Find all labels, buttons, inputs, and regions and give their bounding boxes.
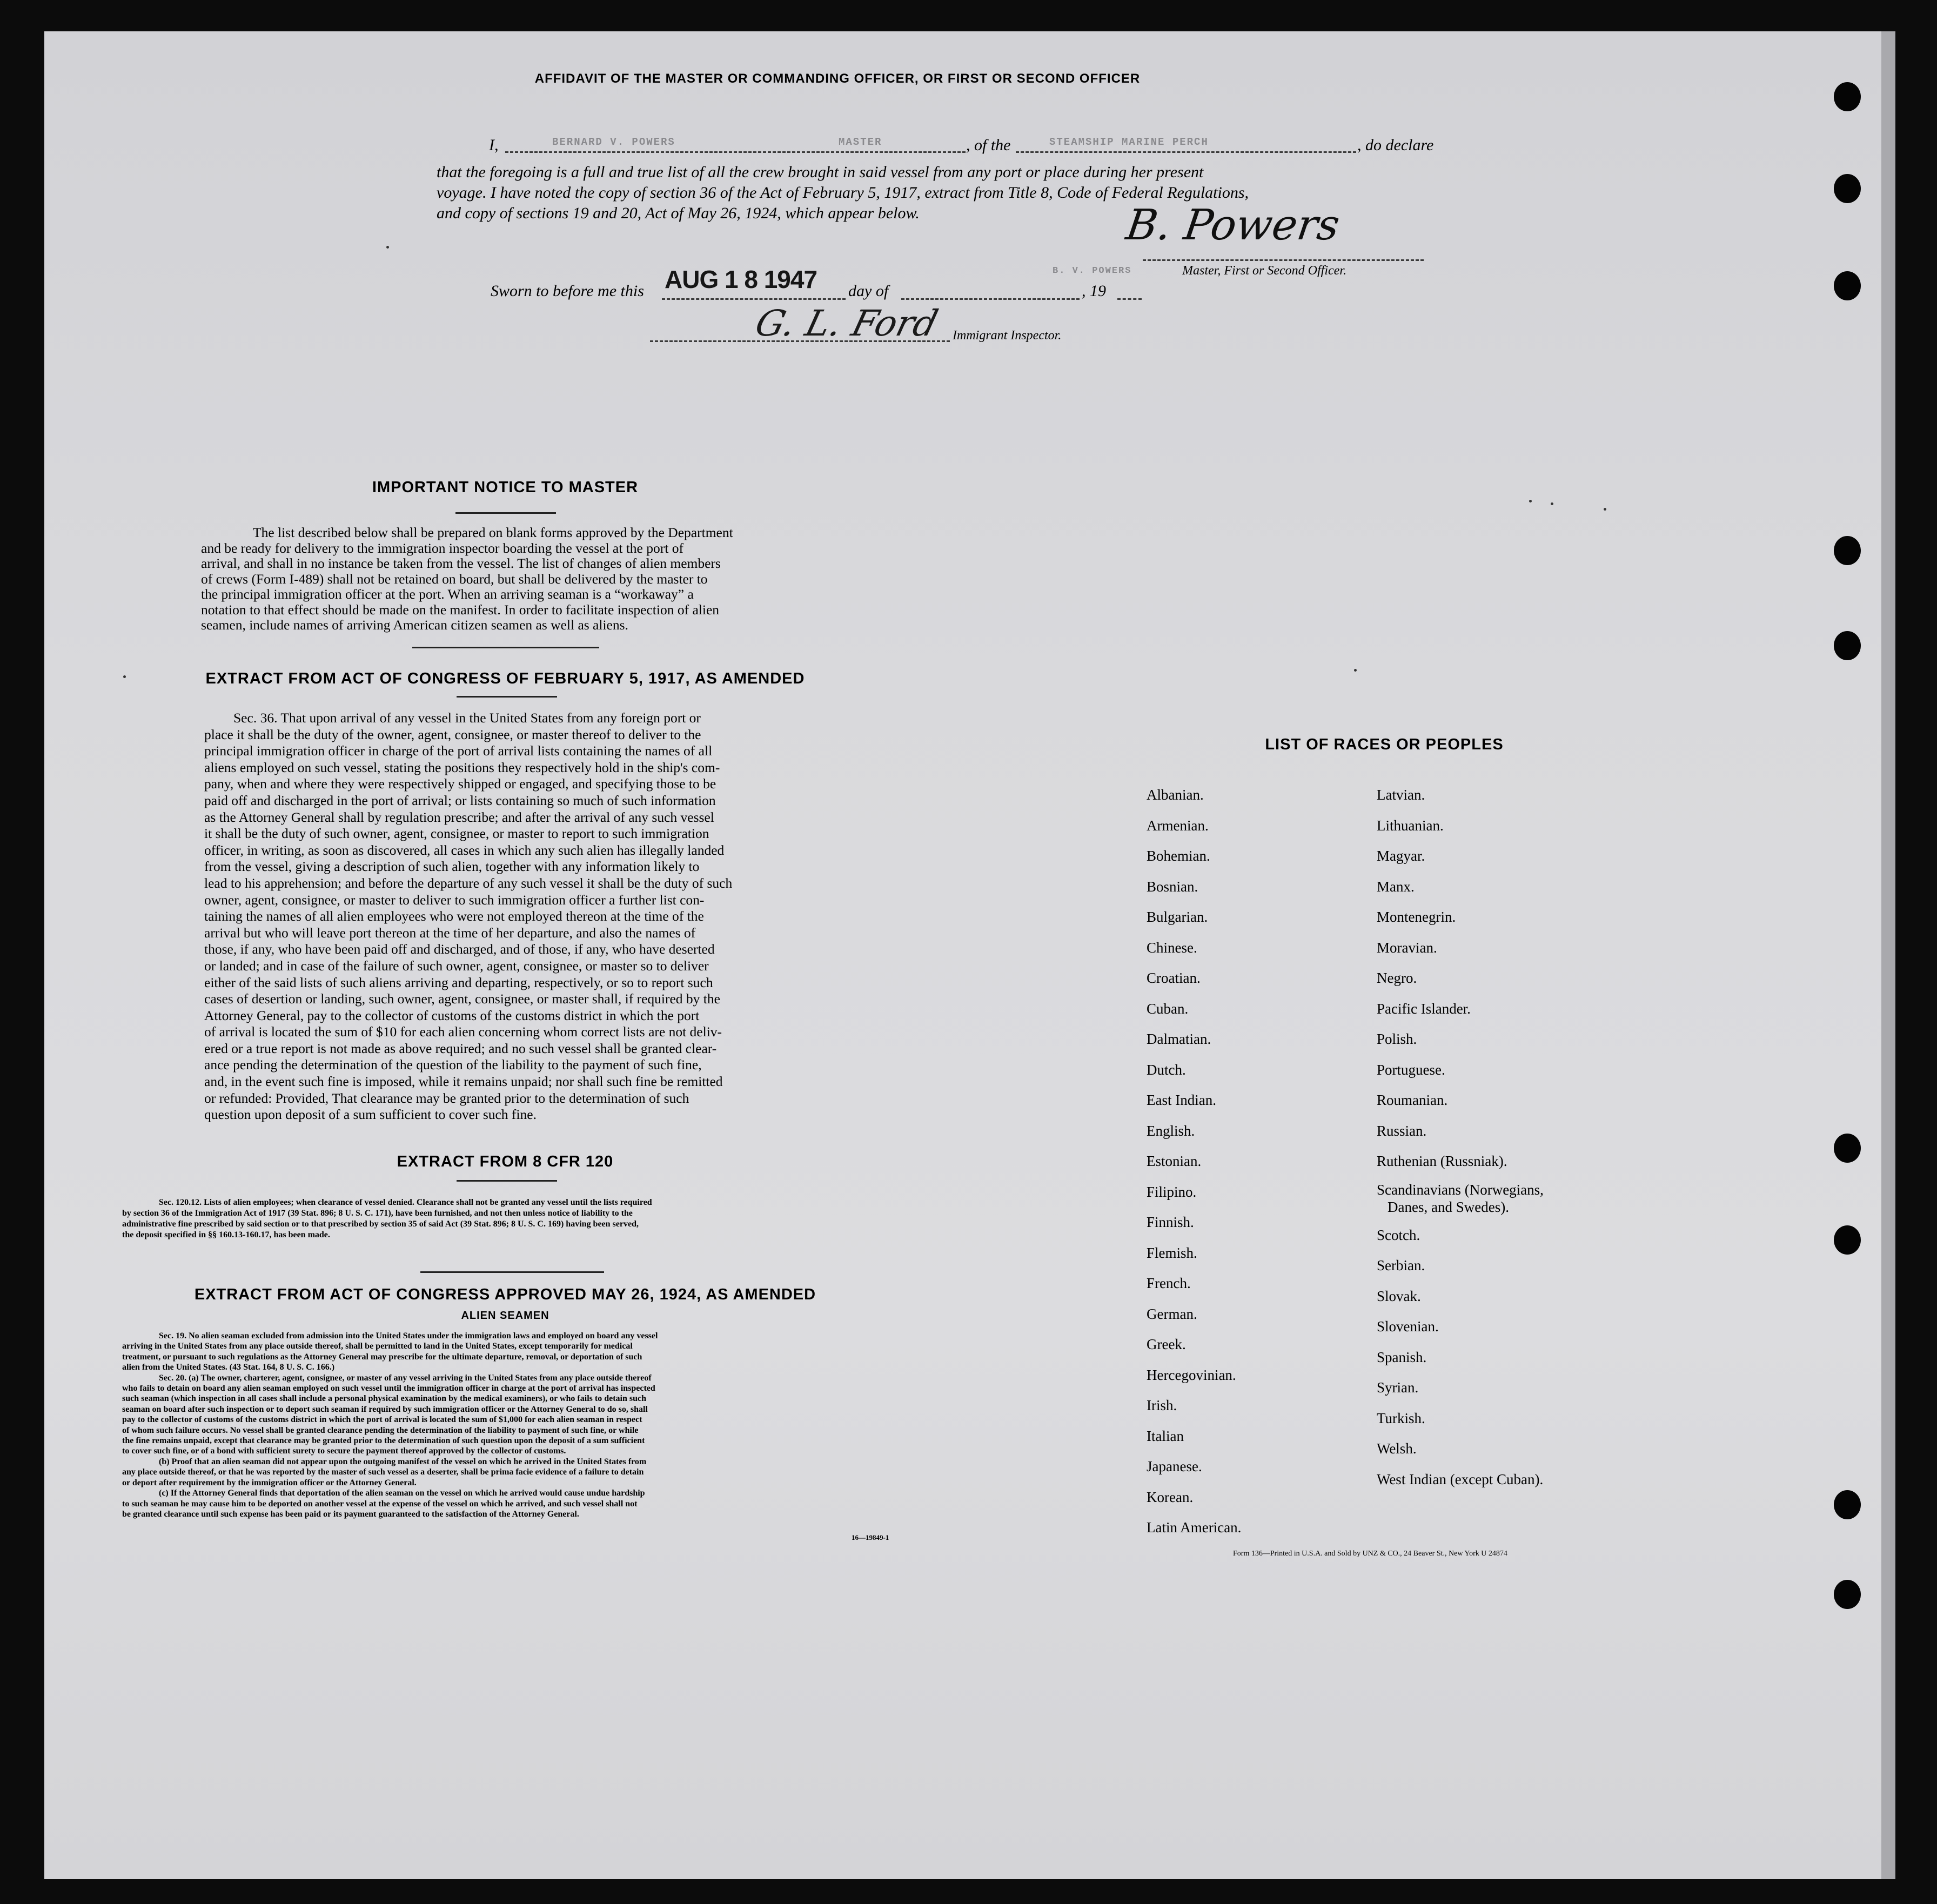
- extract-1924-line: or deport after requirement by the immigration officer or the Attorney General.: [122, 1478, 417, 1487]
- race-item: Negro.: [1377, 970, 1417, 986]
- race-item: Magyar.: [1377, 848, 1425, 864]
- race-item: Serbian.: [1377, 1257, 1425, 1273]
- extract-1917-line: question upon deposit of a sum sufficient to cover such fine.: [204, 1107, 537, 1123]
- notice-line: the principal immigration officer at the port. When an arriving seaman is a “workaway” a: [201, 586, 694, 602]
- race-item: Turkish.: [1377, 1410, 1425, 1426]
- master-name-typed: BERNARD V. POWERS: [552, 136, 675, 148]
- notice-line: of crews (Form I-489) shall not be retained on board, but shall be delivered by the master to: [201, 571, 708, 587]
- extract-1917-line: lead to his apprehension; and before the departure of any such vessel it shall be the duty of such: [204, 875, 733, 891]
- race-item: Japanese.: [1147, 1458, 1202, 1474]
- printer-note: Form 136—Printed in U.S.A. and Sold by UNZ & CO., 24 Beaver St., New York U 24874: [1233, 1550, 1507, 1558]
- extract-1917-line: owner, agent, consignee, or master to deliver to such immigration officer a further list con-: [204, 891, 705, 908]
- extract-1917-line: cases of desertion or landing, such owner, agent, consignee, or master shall, if required by the: [204, 991, 720, 1007]
- punch-hole-icon: [1834, 1490, 1861, 1519]
- master-title-typed: MASTER: [839, 136, 882, 148]
- day-of-label: day of: [848, 282, 889, 300]
- punch-hole-icon: [1834, 631, 1861, 660]
- extract-1924-line: who fails to detain on board any alien seaman employed on such vessel until the immigration officer in charge at the port of arrival has inspected: [122, 1384, 655, 1393]
- extract-1917-line: place it shall be the duty of the owner, agent, consignee, or master thereof to deliver to the: [204, 726, 701, 742]
- declaration-line-3: and copy of sections 19 and 20, Act of May 26, 1924, which appear below.: [437, 204, 920, 222]
- punch-hole-icon: [1834, 271, 1861, 300]
- race-item: Croatian.: [1147, 970, 1201, 986]
- extract-1917-line: officer, in writing, as soon as discovered, all cases in which any such alien has illegally landed: [204, 842, 725, 858]
- notice-line: seamen, include names of arriving American citizen seamen as well as aliens.: [201, 617, 628, 633]
- extract-cfr-rule: [457, 1180, 557, 1182]
- extract-cfr-body: [122, 1197, 900, 1241]
- extract-cfr-line: the deposit specified in §§ 160.13-160.17, has been made.: [122, 1230, 330, 1239]
- form-code: 16—19849-1: [852, 1533, 889, 1541]
- extract-1924-line: the fine remains unpaid, except that clearance may be granted prior to the determination of such question upon the deposit of a sum sufficient: [122, 1436, 645, 1446]
- vessel-line: [1016, 151, 1356, 153]
- month-line: [901, 298, 1080, 300]
- race-item: Chinese.: [1147, 939, 1197, 956]
- year-label: , 19: [1082, 282, 1106, 300]
- declaration-line-1: that the foregoing is a full and true list of all the crew brought in said vessel from any port or place during her present: [437, 163, 1204, 181]
- races-left-column: [1147, 780, 1241, 1543]
- extract-1917-line: either of the said lists of such aliens arriving and departing, respectively, or so to report such: [204, 974, 713, 990]
- race-item: Flemish.: [1147, 1244, 1197, 1261]
- punch-hole-icon: [1834, 1225, 1861, 1255]
- extract-1917-line: paid off and discharged in the port of arrival; or lists containing so much of such information: [204, 792, 716, 808]
- race-item: Danes, and Swedes).: [1388, 1198, 1509, 1215]
- race-item: Russian.: [1377, 1122, 1427, 1139]
- extract-1917-line: ance pending the determination of the question of the liability to the payment of such fine,: [204, 1057, 702, 1073]
- race-item: Pacific Islander.: [1377, 1000, 1471, 1017]
- extract-1917-line: pany, when and where they were respectively shipped or engaged, and specifying those to be: [204, 776, 716, 792]
- punch-hole-icon: [1834, 82, 1861, 111]
- received-date-stamp: AUG 1 8 1947: [665, 265, 817, 293]
- race-item: Dalmatian.: [1147, 1031, 1211, 1047]
- race-item: West Indian (except Cuban).: [1377, 1471, 1544, 1487]
- extract-1917-line: taining the names of all alien employees who were not employed thereon at the time of the: [204, 908, 704, 924]
- race-item: Montenegrin.: [1377, 909, 1456, 925]
- race-item: Albanian.: [1147, 787, 1204, 803]
- extract-1924-line: treatment, or pursuant to such regulations as the Attorney General may prescribe for the ultimate departure, removal, or deportation of such: [122, 1352, 642, 1362]
- master-signature: B. Powers: [1123, 201, 1343, 250]
- notice-line: arrival, and shall in no instance be taken from the vessel. The list of changes of alien members: [201, 555, 721, 571]
- extract-1924-body: [122, 1331, 900, 1519]
- extract-1924-line: to such seaman he may cause him to be deported on another vessel at the expense of the vessel on which he arrived, and such vessel shall not: [122, 1499, 638, 1509]
- do-declare-label: , do declare: [1357, 136, 1434, 154]
- races-right-column: [1377, 780, 1544, 1494]
- notice-rule: [455, 512, 556, 514]
- affidavit-title: AFFIDAVIT OF THE MASTER OR COMMANDING OFFICER, OR FIRST OR SECOND OFFICER: [534, 71, 1141, 86]
- extract-1917-line: it shall be the duty of such owner, agent, consignee, or master to report to such immigration: [204, 826, 709, 842]
- extract-1924-line: seaman on board after such inspection or to deport such seaman if required by such immigration officer or the Attorney General to do so, shall: [122, 1404, 648, 1414]
- extract-1917-body: [204, 710, 814, 1123]
- race-item: Italian: [1147, 1427, 1184, 1444]
- race-item: Lithuanian.: [1377, 817, 1444, 834]
- extract-1924-line: to cover such fine, or of a bond with sufficient surety to secure the payment thereof approved by the collector of customs.: [122, 1446, 566, 1456]
- speck-mark: [1604, 508, 1606, 511]
- inspector-label: Immigrant Inspector.: [953, 328, 1062, 343]
- extract-1924-line: (c) If the Attorney General finds that deportation of the alien seaman on the vessel on which he arrived would cause undue hardship: [159, 1489, 645, 1498]
- extract-cfr-line: Sec. 120.12. Lists of alien employees; when clearance of vessel denied. Clearance shall not be granted any vessel until the lists required: [159, 1198, 652, 1207]
- notice-line: notation to that effect should be made on the manifest. In order to facilitate inspection of alien: [201, 601, 720, 618]
- race-item: Latvian.: [1377, 787, 1425, 803]
- extract-1924-line: any place outside thereof, or that he was reported by the master of such vessel as a deserter, shall be prima facie evidence of a failure to detain: [122, 1467, 644, 1477]
- race-item: Scandinavians (Norwegians,: [1377, 1181, 1544, 1198]
- race-item: Estonian.: [1147, 1153, 1202, 1169]
- vessel-typed: STEAMSHIP MARINE PERCH: [1049, 136, 1209, 148]
- notice-line: The list described below shall be prepared on blank forms approved by the Department: [253, 525, 733, 540]
- name-line: [505, 151, 966, 153]
- race-item: Welsh.: [1377, 1440, 1417, 1457]
- speck-mark: [386, 246, 389, 249]
- extract-1924-line: such seaman (which inspection in all cases shall include a personal physical examination by the medical examiners), or who fails to detain such: [122, 1394, 646, 1404]
- extract-1924-line: pay to the collector of customs of the customs district in which the port of arrival is located the sum of $1,000 for each alien seaman in respect: [122, 1415, 642, 1425]
- race-item: Korean.: [1147, 1489, 1194, 1505]
- race-item: Scotch.: [1377, 1226, 1420, 1243]
- officer-label: Master, First or Second Officer.: [1182, 264, 1346, 278]
- extract-1917-line: of arrival is located the sum of $10 for each alien concerning whom correct lists are not deliv-: [204, 1024, 722, 1040]
- section-rule: [412, 647, 599, 648]
- extract-1924-title: EXTRACT FROM ACT OF CONGRESS APPROVED MAY 26, 1924, AS AMENDED: [194, 1286, 816, 1303]
- race-item: Manx.: [1377, 878, 1415, 895]
- race-item: Dutch.: [1147, 1061, 1186, 1078]
- extract-1917-line: or refunded: Provided, That clearance may be granted prior to the determination of such: [204, 1090, 689, 1106]
- declaration-line-2: voyage. I have noted the copy of section 36 of the Act of February 5, 1917, extract from Title 8, Code of Federal Regulations,: [437, 184, 1249, 202]
- extract-1924-line: Sec. 19. No alien seaman excluded from admission into the United States under the immigration laws and employed on board any vessel: [159, 1331, 658, 1340]
- extract-cfr-line: by section 36 of the Immigration Act of 1917 (39 Stat. 896; 8 U. S. C. 171), have been furnished, and not then unless notice of liability to the: [122, 1209, 633, 1218]
- race-item: Moravian.: [1377, 939, 1437, 956]
- extract-1917-rule: [457, 696, 557, 698]
- race-item: Spanish.: [1377, 1349, 1427, 1365]
- race-item: Slovak.: [1377, 1288, 1421, 1304]
- race-item: English.: [1147, 1122, 1195, 1139]
- extract-1924-line: of whom such failure occurs. No vessel shall be granted clearance pending the determination of the liability to payment of such fine, or while: [122, 1425, 639, 1435]
- section-rule: [420, 1271, 604, 1273]
- notice-body: [201, 525, 814, 633]
- race-item: Greek.: [1147, 1336, 1186, 1352]
- race-item: Armenian.: [1147, 817, 1209, 834]
- race-item: Slovenian.: [1377, 1318, 1439, 1335]
- signature-typed: B. V. POWERS: [1053, 266, 1132, 276]
- race-item: Filipino.: [1147, 1183, 1197, 1200]
- race-item: Bulgarian.: [1147, 909, 1208, 925]
- race-item: Latin American.: [1147, 1519, 1242, 1536]
- extract-1917-title: EXTRACT FROM ACT OF CONGRESS OF FEBRUARY 5, 1917, AS AMENDED: [205, 670, 805, 687]
- extract-1917-line: or landed; and in case of the failure of such owner, agent, consignee, or master so to deliver: [204, 957, 709, 974]
- sheet-edge: [1881, 31, 1895, 1879]
- sworn-label: Sworn to before me this: [491, 282, 644, 300]
- extract-1924-line: (b) Proof that an alien seaman did not appear upon the outgoing manifest of the vessel on which he arrived in the United States from: [159, 1457, 647, 1466]
- race-item: Cuban.: [1147, 1000, 1189, 1017]
- extract-1924-line: arriving in the United States from any place outside thereof, shall be permitted to land in the United States, except temporarily for medical: [122, 1342, 633, 1351]
- race-item: Bohemian.: [1147, 848, 1210, 864]
- race-item: Hercegovinian.: [1147, 1366, 1236, 1383]
- race-item: Polish.: [1377, 1031, 1417, 1047]
- extract-1917-line: Sec. 36. That upon arrival of any vessel in the United States from any foreign port or: [233, 710, 701, 726]
- sworn-day-line: [662, 298, 846, 300]
- extract-1917-line: and, in the event such fine is imposed, while it remains unpaid; nor shall such fine be remitted: [204, 1074, 723, 1090]
- speck-mark: [1354, 669, 1357, 672]
- extract-1924-subtitle: ALIEN SEAMEN: [461, 1310, 549, 1322]
- extract-1917-line: ered or a true report is not made as above required; and no such vessel shall be granted clear-: [204, 1040, 717, 1056]
- punch-hole-icon: [1834, 1134, 1861, 1163]
- extract-1917-line: Attorney General, pay to the collector of customs of the customs district in which the port: [204, 1007, 700, 1023]
- extract-1917-line: from the vessel, giving a description of such alien, together with any information likely to: [204, 859, 700, 875]
- extract-1924-line: be granted clearance until such expense has been paid or its payment guaranteed to the satisfaction of the Attorney General.: [122, 1509, 579, 1519]
- extract-1917-line: as the Attorney General shall by regulation prescribe; and after the arrival of any such vessel: [204, 809, 714, 825]
- of-the-label: , of the: [966, 136, 1011, 154]
- notice-title: IMPORTANT NOTICE TO MASTER: [372, 479, 639, 496]
- extract-1917-line: principal immigration officer in charge of the port of arrival lists containing the names of all: [204, 743, 713, 759]
- race-item: East Indian.: [1147, 1092, 1216, 1108]
- race-item: French.: [1147, 1275, 1191, 1291]
- extract-1924-line: alien from the United States. (43 Stat. 164, 8 U. S. C. 166.): [122, 1363, 335, 1372]
- officer-signature-line: [1143, 259, 1424, 261]
- extract-cfr-title: EXTRACT FROM 8 CFR 120: [397, 1153, 614, 1170]
- punch-hole-icon: [1834, 1580, 1861, 1609]
- punch-hole-icon: [1834, 174, 1861, 203]
- race-item: Bosnian.: [1147, 878, 1198, 895]
- race-item: German.: [1147, 1305, 1197, 1322]
- inspector-signature: G. L. Ford: [751, 303, 942, 344]
- speck-mark: [123, 675, 126, 678]
- punch-hole-icon: [1834, 536, 1861, 565]
- extract-cfr-line: administrative fine prescribed by said section or to that prescribed by section 35 of said Act (39 Stat. 896; 8 U. S. C. 169) having been served,: [122, 1219, 639, 1229]
- i-label: I,: [489, 136, 499, 154]
- speck-mark: [1529, 500, 1532, 502]
- extract-1917-line: aliens employed on such vessel, stating the positions they respectively hold in the ship's com-: [204, 759, 720, 775]
- year-line: [1117, 298, 1142, 300]
- notice-line: and be ready for delivery to the immigration inspector boarding the vessel at the port of: [201, 540, 683, 556]
- race-item: Portuguese.: [1377, 1061, 1445, 1078]
- extract-1924-line: Sec. 20. (a) The owner, charterer, agent, consignee, or master of any vessel arriving in the United States from any place outside thereof: [159, 1373, 652, 1383]
- race-item: Ruthenian (Russniak).: [1377, 1153, 1507, 1169]
- speck-mark: [1551, 502, 1553, 505]
- extract-1917-line: arrival but who will leave port thereon at the time of her departure, and also the names of: [204, 924, 696, 941]
- race-item: Syrian.: [1377, 1379, 1419, 1396]
- race-item: Irish.: [1147, 1397, 1177, 1413]
- race-item: Finnish.: [1147, 1214, 1194, 1230]
- extract-1917-line: those, if any, who have been paid off and discharged, and of those, if any, who have deserted: [204, 941, 715, 957]
- race-item: Roumanian.: [1377, 1092, 1448, 1108]
- races-title: LIST OF RACES OR PEOPLES: [1265, 736, 1504, 753]
